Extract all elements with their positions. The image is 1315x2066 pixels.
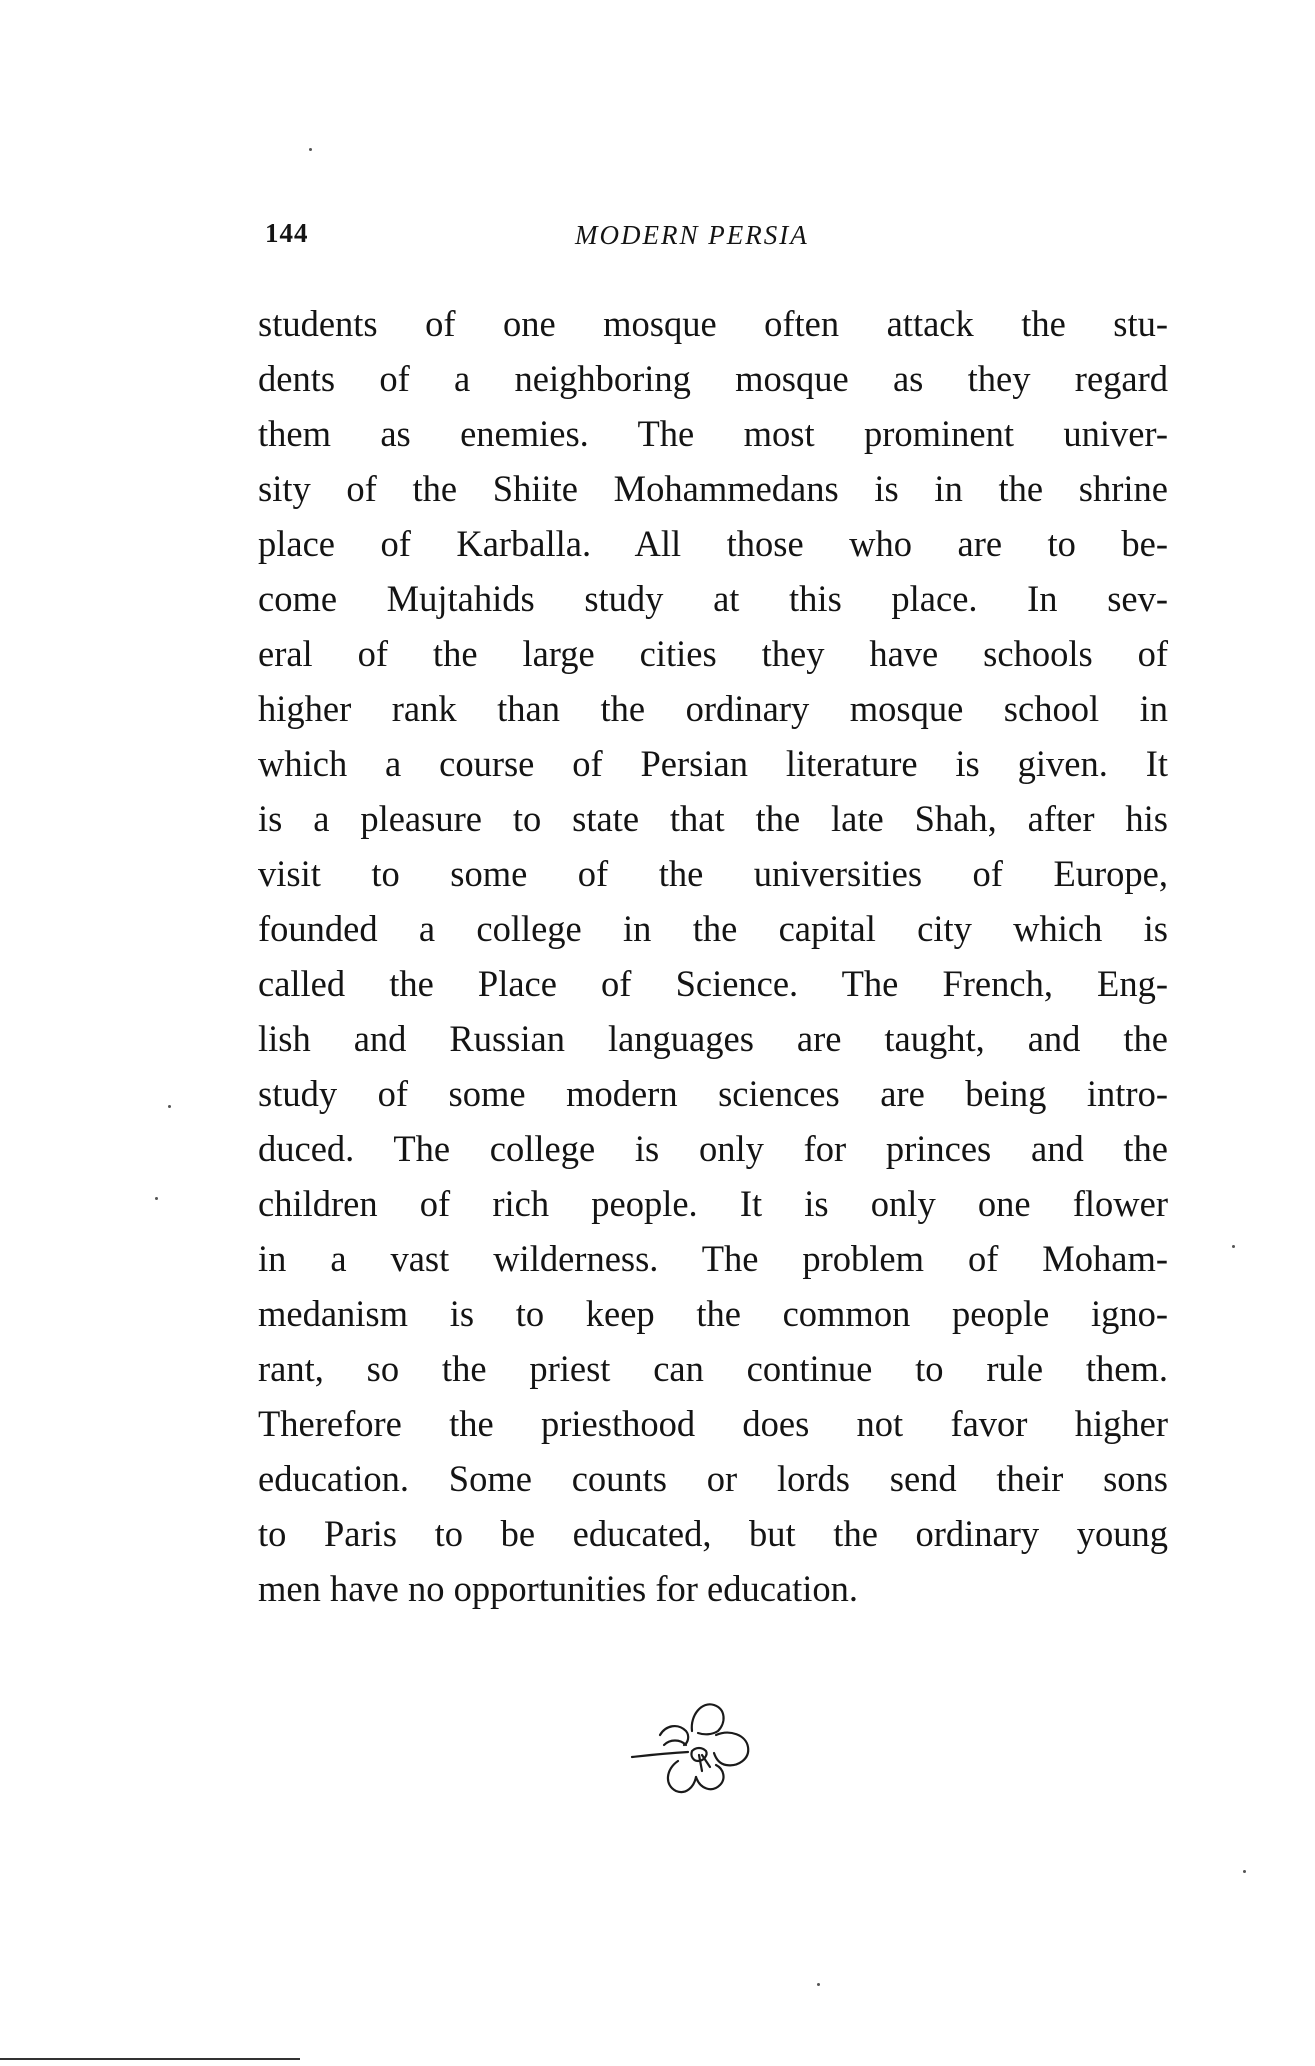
text-line: eral of the large cities they have schools of [258,633,1168,674]
text-line: them as enemies. The most prominent univer- [258,413,1168,454]
paper-speck [1243,1870,1246,1873]
paper-speck [155,1197,158,1200]
text-line: to Paris to be educated, but the ordinary young [258,1513,1168,1554]
text-line: in a vast wilderness. The problem of Moham- [258,1238,1168,1279]
text-line: called the Place of Science. The French, Eng- [258,963,1168,1004]
text-line: lish and Russian languages are taught, and the [258,1018,1168,1059]
text-line: sity of the Shiite Mohammedans is in the shrine [258,468,1168,509]
text-line: is a pleasure to state that the late Shah, after his [258,798,1168,839]
text-line: duced. The college is only for princes and the [258,1128,1168,1169]
paper-speck [1232,1245,1235,1248]
text-line: founded a college in the capital city which is [258,908,1168,949]
text-line: students of one mosque often attack the stu- [258,303,1168,344]
text-line: which a course of Persian literature is given. It [258,743,1168,784]
text-line: study of some modern sciences are being intro- [258,1073,1168,1114]
page-header [265,218,1200,258]
text-line: medanism is to keep the common people igno- [258,1293,1168,1334]
paper-speck [168,1105,171,1108]
text-line: higher rank than the ordinary mosque school in [258,688,1168,729]
text-line: rant, so the priest can continue to rule them. [258,1348,1168,1389]
text-line: children of rich people. It is only one flower [258,1183,1168,1224]
text-line: Therefore the priesthood does not favor higher [258,1403,1168,1444]
flower-ornament-icon [630,1695,770,1810]
text-line-last: men have no opportunities for education. [258,1568,859,1609]
page-number: 144 [265,218,309,248]
text-line: visit to some of the universities of Europe, [258,853,1168,894]
text-line: education. Some counts or lords send their sons [258,1458,1168,1499]
body-text [258,296,1168,1616]
text-line: place of Karballa. All those who are to be- [258,523,1168,564]
paper-speck [817,1983,820,1986]
text-line: dents of a neighboring mosque as they regard [258,358,1168,399]
bottom-rule [0,2058,300,2060]
paper-speck [309,148,312,151]
text-line: come Mujtahids study at this place. In sev- [258,578,1168,619]
running-title: MODERN PERSIA [575,220,809,250]
